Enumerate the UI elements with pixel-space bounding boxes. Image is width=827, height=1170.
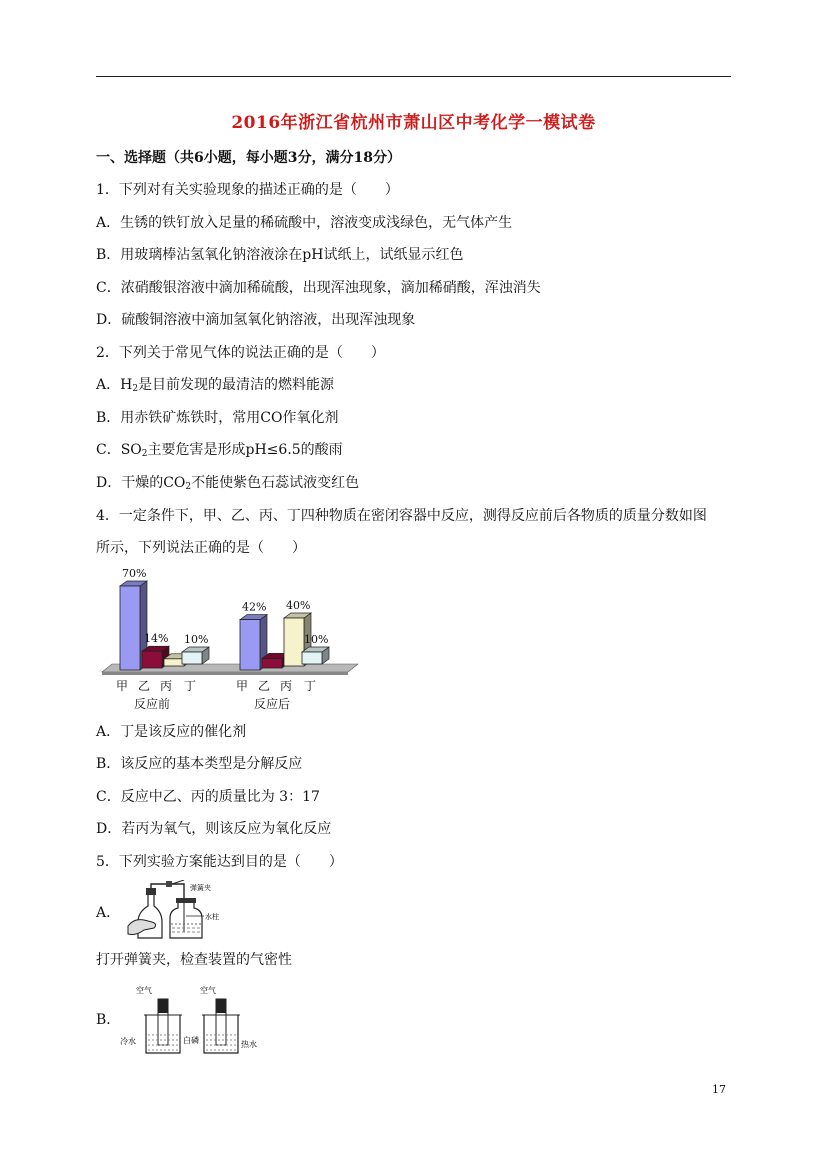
category-label: 丙 (160, 679, 173, 693)
bar-丙-反应前 (164, 659, 184, 666)
q4-option-d: D．若丙为氧气，则该反应为氧化反应 (96, 821, 332, 837)
category-label: 丁 (304, 679, 317, 693)
category-label: 乙 (258, 679, 271, 693)
phosphorus-combustion-figure (120, 985, 266, 1059)
bar-乙-反应前 (142, 651, 162, 668)
bar-甲-反应前 (120, 586, 140, 670)
data-label: 10% (304, 633, 329, 646)
category-label: 甲 (116, 679, 129, 693)
water-column-label: 水柱 (205, 913, 219, 921)
white-phosphorus-label: 白磷 (183, 1036, 199, 1045)
q1-option-b: B．用玻璃棒沾氢氧化钠溶液涂在pH试纸上，试纸显示红色 (96, 247, 464, 263)
page-title: 2016年浙江省杭州市萧山区中考化学一模试卷 (231, 113, 596, 133)
mass-fraction-chart (96, 565, 366, 715)
q4-option-b: B．该反应的基本类型是分解反应 (96, 756, 303, 772)
q4-stem-line2: 所示，下列说法正确的是（ ） (96, 540, 306, 556)
bar-乙-反应后 (262, 658, 282, 668)
clamp-label: 弹簧夹 (190, 884, 211, 892)
bar-丁-反应前 (182, 652, 202, 664)
q5-option-a-label: A． (96, 905, 121, 921)
q1-stem: 1．下列对有关实验现象的描述正确的是（ ） (96, 182, 399, 198)
q4-option-c: C．反应中乙、丙的质量比为 3：17 (96, 789, 320, 805)
q2-option-c: C．$SO_2$主要危害是形成pH≤6.5的酸雨 (96, 442, 343, 459)
q5-option-b-label: B． (96, 1012, 121, 1028)
category-label: 甲 (236, 679, 249, 693)
data-label: 40% (286, 599, 311, 612)
cold-water-label: 冷水 (120, 1037, 136, 1046)
q1-option-c: C．浓硝酸银溶液中滴加稀硫酸，出现浑浊现象，滴加稀硝酸，浑浊消失 (96, 280, 541, 296)
group-label: 反应前 (134, 697, 171, 711)
section-heading: 一、选择题（共6小题，每小题3分，满分18分） (96, 150, 401, 166)
q2-stem: 2．下列关于常见气体的说法正确的是（ ） (96, 345, 385, 361)
data-label: 14% (144, 632, 169, 646)
data-label: 70% (122, 567, 147, 580)
q5-stem: 5．下列实验方案能达到目的是（ ） (96, 854, 343, 870)
chart-floor-edge (102, 672, 348, 675)
q4-stem-line1: 4．一定条件下，甲、乙、丙、丁四种物质在密闭容器中反应，测得反应前后各物质的质量分数如图 (96, 508, 707, 524)
q1-option-d: D．硫酸铜溶液中滴加氢氧化钠溶液，出现浑浊现象 (96, 312, 416, 328)
group-label: 反应后 (254, 697, 291, 711)
q5-option-a-caption: 打开弹簧夹，检查装置的气密性 (96, 952, 292, 968)
bar-丙-反应后 (284, 618, 304, 666)
q2-option-b: B．用赤铁矿炼铁时，常用CO作氧化剂 (96, 410, 339, 426)
category-label: 丙 (280, 679, 293, 693)
q2-option-d: D．干燥的$CO_2$不能使紫色石蕊试液变红色 (96, 475, 360, 492)
bar-丁-反应后 (302, 652, 322, 664)
q2-option-a: A．$H_2$是目前发现的最清洁的燃料能源 (96, 377, 335, 394)
bar-甲-反应后 (240, 620, 260, 670)
category-label: 乙 (138, 679, 151, 693)
q4-option-a: A．丁是该反应的催化剂 (96, 724, 247, 740)
chart-svg (96, 565, 366, 715)
data-label: 10% (184, 633, 209, 646)
category-label: 丁 (184, 679, 197, 693)
air-label-right: 空气 (200, 986, 216, 995)
airtightness-apparatus-figure (124, 880, 228, 942)
data-label: 42% (242, 600, 267, 614)
page-number: 17 (712, 1083, 726, 1096)
header-rule (96, 76, 731, 77)
air-label-left: 空气 (136, 986, 152, 995)
q1-option-a: A．生锈的铁钉放入足量的稀硫酸中，溶液变成浅绿色，无气体产生 (96, 215, 513, 231)
hot-water-label: 热水 (241, 1040, 257, 1049)
